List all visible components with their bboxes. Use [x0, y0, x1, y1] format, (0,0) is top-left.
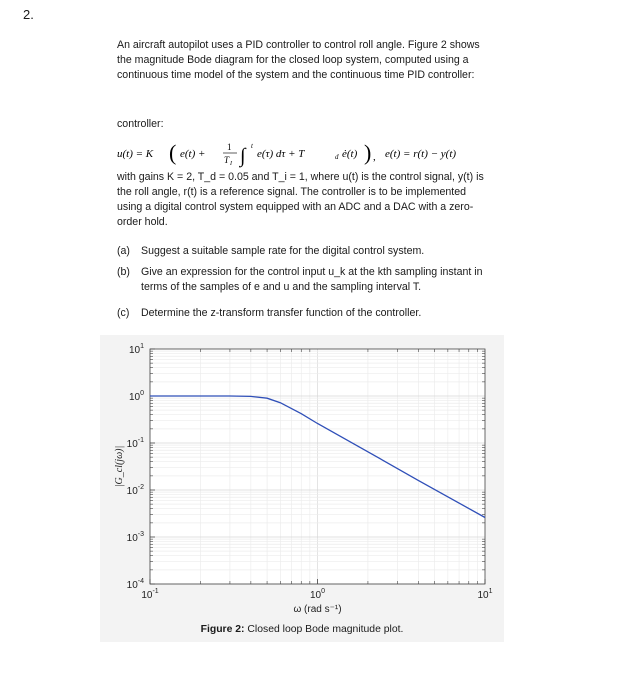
td-subscript: d: [335, 153, 339, 161]
x-tick-label: $10^0$: [309, 588, 326, 601]
integral-upper-limit: t: [251, 142, 253, 150]
y-tick-label: $10^{-4}$: [126, 578, 144, 591]
x-tick-label: $10^1$: [477, 588, 493, 601]
question-number: 2.: [23, 7, 34, 22]
question-c: [117, 306, 497, 321]
question-a-text: Suggest a suitable sample rate for the digital control system.: [141, 245, 425, 257]
x-tick-label: $10^{-1}$: [141, 588, 159, 601]
y-axis-label: |G_cl(jω)|: [114, 445, 125, 488]
y-tick-label: $10^{-2}$: [126, 484, 144, 497]
question-c-label: (c): [117, 307, 130, 319]
question-b-label: (b): [117, 266, 130, 278]
fraction-denominator-sub: I: [230, 161, 232, 167]
controller-label: controller:: [117, 118, 164, 130]
equation-lhs: u(t) = K: [117, 148, 154, 160]
caption-text: Closed loop Bode magnitude plot.: [247, 624, 404, 635]
fraction-numerator: 1: [227, 142, 232, 152]
integral-sign: ∫: [240, 145, 246, 167]
y-tick-label: $10^0$: [128, 390, 144, 403]
pid-equation: [117, 138, 497, 168]
intro-paragraph: An aircraft autopilot uses a PID controller to control roll angle. Figure 2 shows the magnitude Bode diagram for the closed loop system, computed using a continuous time model of the system and the continuous time PID controller:: [117, 39, 480, 81]
question-a-label: (a): [117, 245, 130, 257]
y-tick-label: $10^{-1}$: [126, 437, 144, 450]
y-tick-label: $10^1$: [128, 343, 144, 356]
question-a: [117, 244, 497, 259]
fraction-denominator: T: [224, 155, 230, 165]
question-b-text: Give an expression for the control input u_k at the kth sampling instant in terms of the samples of e and u and the sampling interval T.: [141, 266, 483, 293]
question-c-text: Determine the z-transform transfer function of the controller.: [141, 307, 422, 319]
derivative-term: ė(t): [342, 148, 358, 160]
equation-comma: ,: [373, 151, 376, 163]
integrand: e(τ) dτ + T: [257, 148, 305, 160]
bode-figure: [100, 335, 504, 642]
big-paren-open: (: [169, 140, 177, 165]
big-paren-close: ): [364, 140, 372, 165]
caption-label: Figure 2:: [200, 624, 245, 635]
gains-paragraph: with gains K = 2, T_d = 0.05 and T_i = 1, where u(t) is the control signal, y(t) is the roll angle, r(t) is a reference signal. The controller is to be implemented using a digital control system equipped with an ADC and a DAC with a zero-order hold.: [117, 171, 484, 228]
figure-caption: [100, 624, 504, 635]
error-definition: e(t) = r(t) − y(t): [385, 148, 457, 160]
equation-inner-start: e(t) +: [180, 148, 206, 160]
question-b: [117, 265, 489, 295]
bode-magnitude-chart: [100, 335, 504, 625]
x-axis-label: ω (rad s⁻¹): [293, 604, 342, 615]
y-tick-label: $10^{-3}$: [126, 531, 144, 544]
